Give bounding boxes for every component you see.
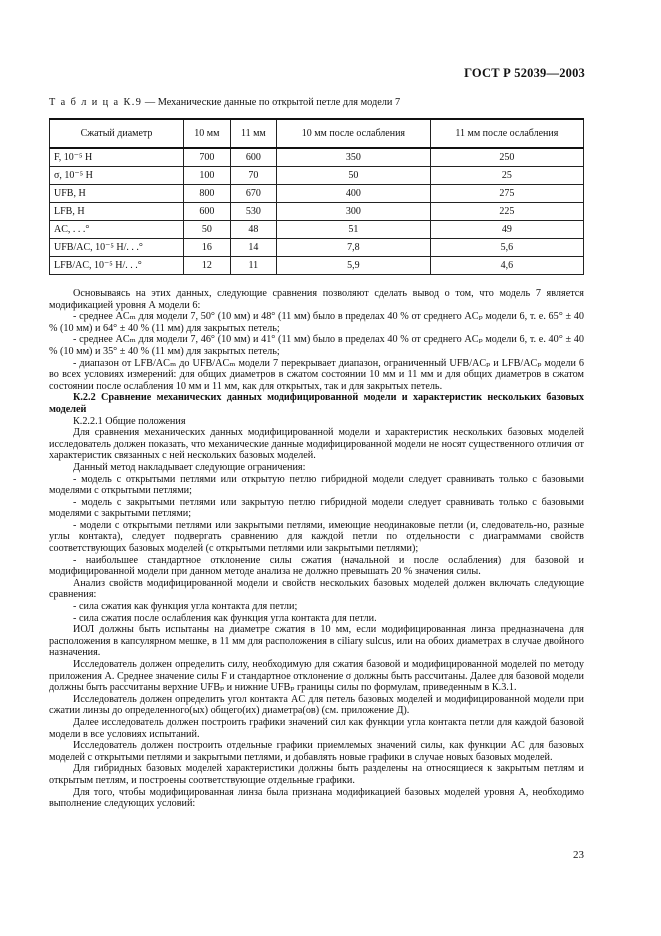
table-cell: 600 <box>184 203 231 221</box>
table-cell: 400 <box>277 185 431 203</box>
paragraph: Анализ свойств модифицированной модели и свойств нескольких базовых моделей должен включать следующие сравнения: <box>49 577 584 601</box>
paragraph: Исследователь должен определить силу, необходимую для сжатия базовой и модифицированной моделей по методу приложения А. Среднее значение силы F и стандартное отклонение σ должны быть рассчитаны. Далее для базовой модели должны быть рассчитаны верхние UFBₚ и нижние UFBₚ границы силы по формулам, приведенным в К.3.1. <box>49 659 584 694</box>
column-header: 11 мм <box>230 119 276 148</box>
row-label: AC, . . .° <box>50 221 184 239</box>
table-cell: 100 <box>184 167 231 185</box>
table-row <box>50 148 584 167</box>
table-header-row <box>50 119 584 148</box>
table-cell: 4,6 <box>430 257 583 275</box>
table-cell: 5,6 <box>430 239 583 257</box>
table-row <box>50 203 584 221</box>
paragraph: Для сравнения механических данных модифицированной модели и характеристик нескольких базовых моделей исследователь должен показать, что механические данные модифицированной модели не носят существенного отличия от характеристик связанных с ней нескольких базовых моделей. <box>49 427 584 462</box>
table-cell: 49 <box>430 221 583 239</box>
table-cell: 70 <box>230 167 276 185</box>
column-header: 10 мм <box>184 119 231 148</box>
list-item: - сила сжатия после ослабления как функция угла контакта для петли. <box>73 612 377 624</box>
table-cell: 225 <box>430 203 583 221</box>
list-item: - наибольшее стандартное отклонение силы сжатия (начальной и после ослабления) для базовой и модифицированной модели при данном методе анализа не должно превышать 20 % значения силы. <box>49 554 584 578</box>
table-cell: 25 <box>430 167 583 185</box>
table-row <box>50 167 584 185</box>
table-cell: 12 <box>184 257 231 275</box>
column-header: 10 мм после ослабления <box>277 119 431 148</box>
list-item: - сила сжатия как функция угла контакта для петли; <box>73 601 298 613</box>
table-cell: 11 <box>230 257 276 275</box>
table-caption <box>49 97 400 108</box>
paragraph: Исследователь должен построить отдельные графики приемлемых значений силы, как функции AC для базовых моделей с открытыми петлями и закрытыми петлями, и добавлять новые графики в случае новых базовых моделей. <box>49 740 584 763</box>
row-label: LFB/AC, 10⁻⁵ Н/. . .° <box>50 257 184 275</box>
paragraph: Исследователь должен определить угол контакта AC для петель базовых моделей и модифицированной модели при сжатии линзы до определенного(ых) общего(их) диаметра(ов) (см. приложение Д). <box>49 693 584 717</box>
body-text <box>49 288 584 810</box>
document-code: ГОСТ Р 52039—2003 <box>464 66 585 80</box>
page-number: 23 <box>573 849 584 861</box>
table-row <box>50 185 584 203</box>
table-caption-label: Т а б л и ц а К.9 <box>49 97 143 108</box>
row-label: F, 10⁻⁵ Н <box>50 148 184 167</box>
row-label: UFB, Н <box>50 185 184 203</box>
paragraph: Для того, чтобы модифицированная линза была признана модификацией базовых моделей уровня A, необходимо выполнение следующих условий: <box>49 786 584 810</box>
paragraph: Для гибридных базовых моделей характеристики должны быть разделены на относящиеся к закрытым петлям и открытым петлям, и построены соответствующие отдельные графики. <box>49 763 584 786</box>
list-item: - диапазон от LFB/ACₘ до UFB/ACₘ модели 7 перекрывает диапазон, ограниченный UFB/ACₚ и LFB/ACₚ модели 6 во всех условиях измерений: для общих диаметров в сжатом состоянии 10 мм и 11 мм и для общих диаметров в сжатом состоянии после ослабления 10 мм и 11 мм, как для открытых, так и для закрытых петель. <box>49 357 584 392</box>
row-label: UFB/AC, 10⁻⁵ Н/. . .° <box>50 239 184 257</box>
column-header: 11 мм после ослабления <box>430 119 583 148</box>
list-item: - модели с открытыми петлями или закрытыми петлями, имеющие неодинаковые петли (и, следователь-но, разные углы контакта), следует подвергать сравнению для каждой петли по отдельности с диаграммами свойств соответствующих базовых моделей (с открытыми петлями или закрытыми петлями); <box>49 519 584 555</box>
table-cell: 700 <box>184 148 231 167</box>
table-row <box>50 221 584 239</box>
table-cell: 48 <box>230 221 276 239</box>
paragraph: Данный метод накладывает следующие ограничения: <box>73 461 306 473</box>
paragraph: ИОЛ должны быть испытаны на диаметре сжатия в 10 мм, если модифицированная линза предназначена для расположения в капсулярном мешке, в 11 мм для расположения в ciliary sulcus, или на обоих диаметрах в случае двойного назначения. <box>49 624 584 659</box>
table-cell: 275 <box>430 185 583 203</box>
table-cell: 300 <box>277 203 431 221</box>
table-cell: 14 <box>230 239 276 257</box>
table-caption-text: — Механические данные по открытой петле для модели 7 <box>142 97 401 108</box>
row-label: σ, 10⁻⁵ Н <box>50 167 184 185</box>
table-cell: 16 <box>184 239 231 257</box>
subsection-heading: К.2.2.1 Общие положения <box>73 415 186 427</box>
table-row <box>50 257 584 275</box>
table-cell: 50 <box>277 167 431 185</box>
table-cell: 670 <box>230 185 276 203</box>
table-cell: 7,8 <box>277 239 431 257</box>
table-cell: 800 <box>184 185 231 203</box>
mechanical-data-table <box>49 118 584 275</box>
list-item: - модель с открытыми петлями или открытую петлю гибридной модели следует сравнивать только с базовыми моделями с открытыми петлями; <box>49 473 584 497</box>
list-item: - среднее ACₘ для модели 7, 50° (10 мм) и 48° (11 мм) было в пределах 40 % от среднего ACₚ модели 6, т. е. 65° ± 40 % (10 мм) и 64° ± 40 % (11 мм) для закрытых петель; <box>49 311 584 334</box>
paragraph: Основываясь на этих данных, следующие сравнения позволяют сделать вывод о том, что модель 7 является модификацией уровня А модели 6: <box>49 288 584 311</box>
table-cell: 50 <box>184 221 231 239</box>
paragraph: Далее исследователь должен построить графики значений сил как функции угла контакта петли для каждой базовой модели в все условиях испытаний. <box>49 716 584 740</box>
table-cell: 350 <box>277 148 431 167</box>
table-cell: 51 <box>277 221 431 239</box>
table-cell: 600 <box>230 148 276 167</box>
table-cell: 5,9 <box>277 257 431 275</box>
table-cell: 530 <box>230 203 276 221</box>
section-heading: К.2.2 Сравнение механических данных модифицированной модели и характеристик нескольких базовых моделей <box>49 392 584 415</box>
row-label: LFB, Н <box>50 203 184 221</box>
table-cell: 250 <box>430 148 583 167</box>
list-item: - модель с закрытыми петлями или закрытую петлю гибридной модели следует сравнивать только с базовыми моделями с закрытыми петлями; <box>49 496 584 520</box>
column-header: Сжатый диаметр <box>50 119 184 148</box>
table-row <box>50 239 584 257</box>
list-item: - среднее ACₘ для модели 7, 46° (10 мм) и 41° (11 мм) было в пределах 40 % от среднего ACₚ модели 6, т. е. 40° ± 40 % (10 мм) и 35° ± 40 % (11 мм) для закрытых петель; <box>49 334 584 357</box>
